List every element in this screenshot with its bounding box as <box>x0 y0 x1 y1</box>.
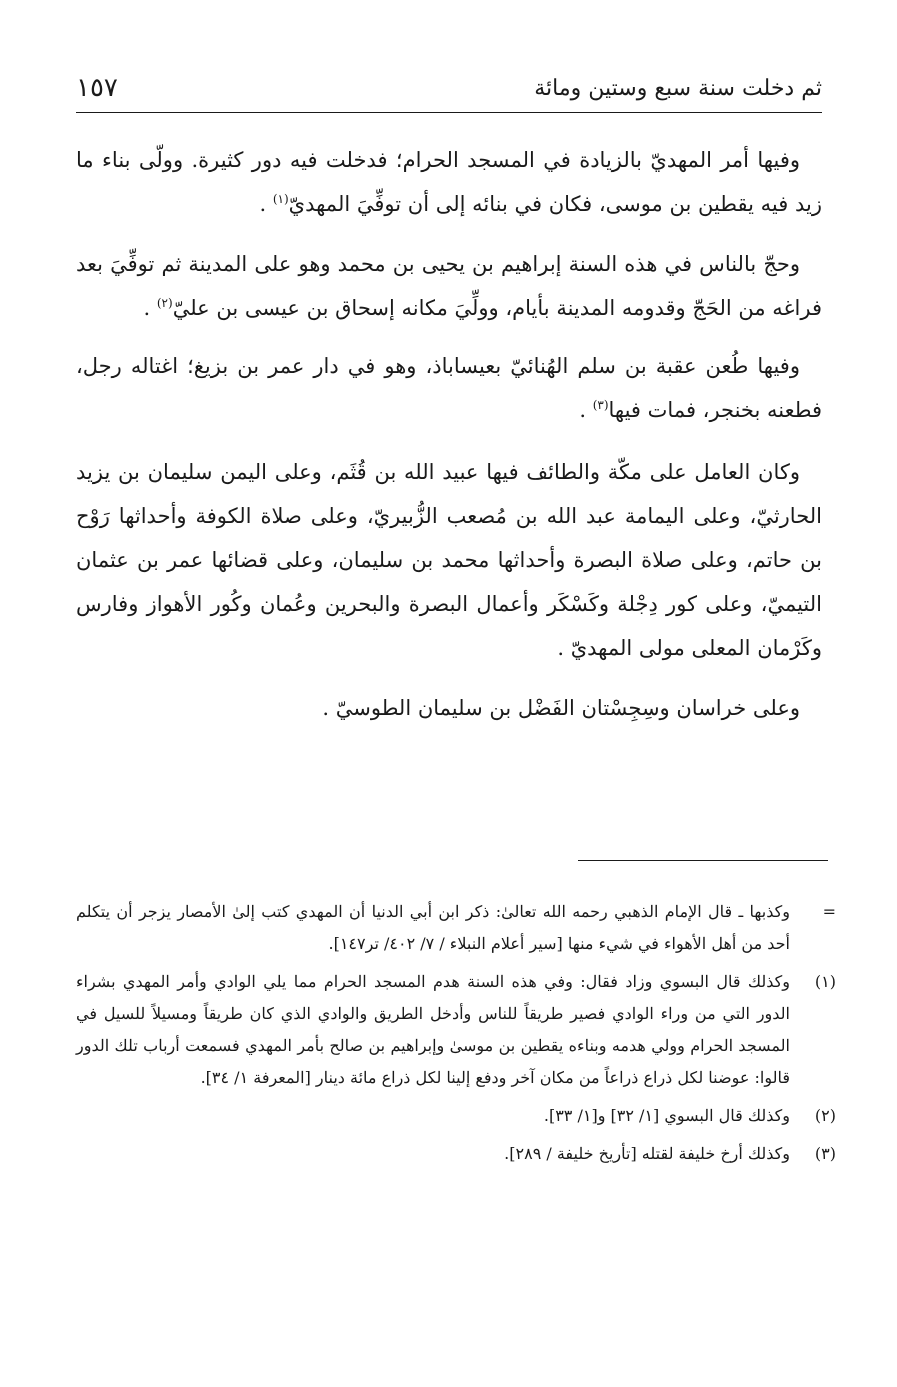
footnote-reference: (٢) <box>156 296 173 310</box>
paragraph-text: وفيها طُعن عقبة بن سلم الهُنائيّ بعيساباذ، وهو في دار عمر بن بزيغ؛ اغتاله رجل، فطعنه بخنجر، فمات فيها <box>76 354 822 422</box>
paragraph <box>76 242 822 330</box>
paragraph-text: وحجّ بالناس في هذه السنة إبراهيم بن يحيى بن محمد وهو على المدينة ثم توفِّيَ بعد فراغه من الحَجّ وقدومه المدينة بأيام، وولِّيَ مكانه إسحاق بن عيسى بن عليّ <box>76 252 822 320</box>
footnote <box>76 896 836 960</box>
header-rule <box>76 112 822 113</box>
footnote-text: وكذلك أرخ خليفة لقتله [تأريخ خليفة / ٢٨٩]. <box>504 1144 790 1163</box>
paragraph-text: وكان العامل على مكّة والطائف فيها عبيد الله بن قُثَم، وعلى اليمن سليمان بن يزيد الحارثيّ، وعلى اليمامة عبد الله بن مُصعب الزُّبيريّ، وعلى صلاة الكوفة وأحداثها رَوْح بن حاتم، وعلى صلاة البصرة وأحداثها محمد بن سليمان، وعلى قضائها عمر بن عثمان التيميّ، وعلى كور دِجْلة وكَسْكَر وأعمال البصرة والبحرين وعُمان وكُور الأهواز وفارس وكَرْمان المعلى مولى المهديّ . <box>76 460 822 660</box>
paragraph <box>76 686 822 730</box>
paragraph-end: . <box>143 296 157 320</box>
footnote-separator <box>578 860 828 861</box>
footnote-reference: (٣) <box>592 398 609 412</box>
footnote-reference: (١) <box>272 192 289 206</box>
paragraph-end: . <box>579 398 593 422</box>
footnote <box>76 966 836 1094</box>
paragraph-text: وعلى خراسان وسِجِسْتان الفَضْل بن سليمان الطوسيّ . <box>322 696 800 720</box>
main-text <box>76 138 822 730</box>
page-header <box>76 68 822 108</box>
footnote-marker: (٣) <box>814 1144 836 1163</box>
footnote-marker: = <box>822 902 836 921</box>
page-number: ١٥٧ <box>76 73 118 103</box>
footnote-text: وكذلك قال البسوي وزاد فقال: وفي هذه السنة هدم المسجد الحرام مما يلي الوادي وأمر المهدي بشراء الدور التي من وراء الوادي فصير طريقاً للناس وأدخل الطريق والوادي الذي كان طريقاً ومسيلاً للسيل في المسجد الحرام وولي هدمه وبناءه يقطين بن موسىٰ وإبراهيم بن صالح بأمر المهدي فسمعت أرباب تلك الدور قالوا: عوضنا لكل ذراع ذراعاً من مكان آخر ودفع إلينا لكل ذراع مائة دينار [المعرفة ١/ ٣٤]. <box>76 972 790 1087</box>
paragraph <box>76 450 822 670</box>
paragraph-text: وفيها أمر المهديّ بالزيادة في المسجد الحرام؛ فدخلت فيه دور كثيرة. وولّى بناء ما زيد فيه يقطين بن موسى، فكان في بنائه إلى أن توفِّيَ المهديّ <box>76 148 822 216</box>
footnote-marker: (١) <box>814 972 836 991</box>
footnote-marker: (٢) <box>814 1106 836 1125</box>
footnote-text: وكذلك قال البسوي [١/ ٣٢] و[١/ ٣٣]. <box>543 1106 790 1125</box>
paragraph <box>76 344 822 432</box>
running-title: ثم دخلت سنة سبع وستين ومائة <box>534 76 822 101</box>
footnote-text: وكذبها ـ قال الإمام الذهبي رحمه الله تعالىٰ: ذكر ابن أبي الدنيا أن المهدي كتب إلىٰ الأمصار يزجر أن يتكلم أحد من أهل الأهواء في شيء منها [سير أعلام النبلاء / ٧/ ٤٠٢/ تر١٤٧]. <box>76 902 790 953</box>
paragraph-end: . <box>259 192 273 216</box>
paragraph <box>76 138 822 226</box>
footnote <box>76 1138 836 1170</box>
footnote <box>76 1100 836 1132</box>
footnotes <box>76 896 836 1176</box>
